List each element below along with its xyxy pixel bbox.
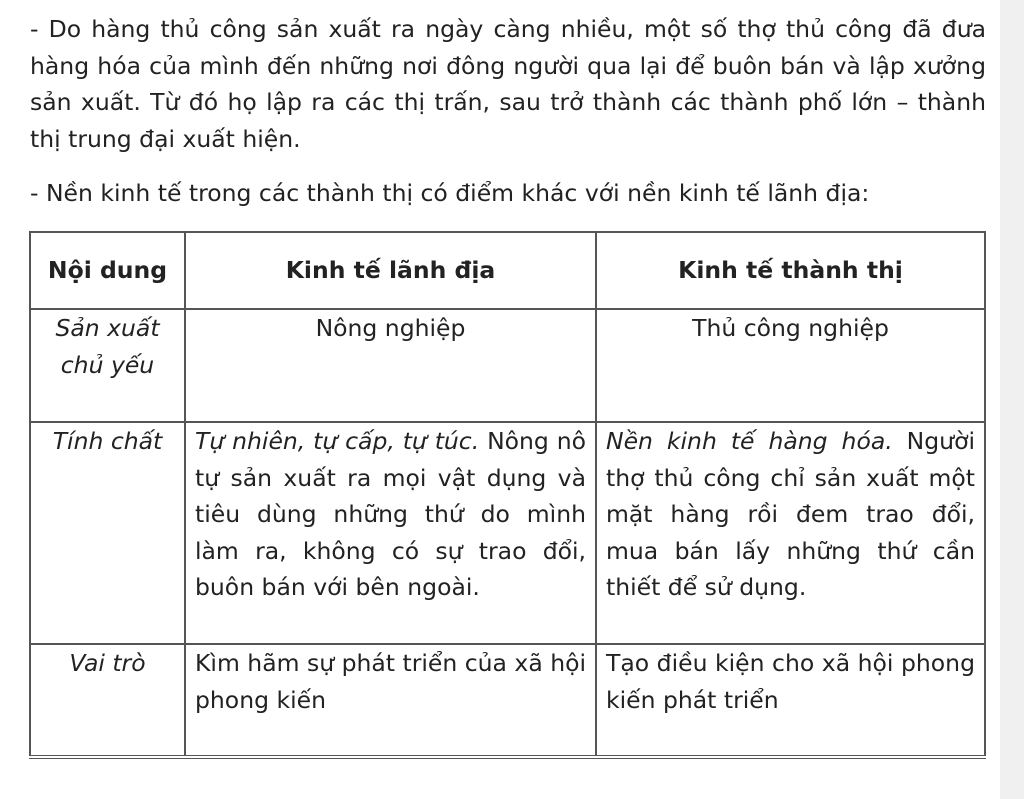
table-row bbox=[30, 309, 985, 422]
cell-lanh-dia-tinh-chat-rest: Nông nô tự sản xuất ra mọi vật dụng và tiêu dùng những thứ do mình làm ra, không có sự trao đổi, buôn bán với bên ngoài. bbox=[195, 427, 586, 601]
cell-thanh-thi-san-xuat: Thủ công nghiệp bbox=[596, 309, 985, 422]
cell-lanh-dia-tinh-chat bbox=[185, 422, 596, 644]
row-label-tinh-chat: Tính chất bbox=[30, 422, 185, 644]
cell-thanh-thi-vai-tro: Tạo điều kiện cho xã hội phong kiến phát triển bbox=[596, 644, 985, 757]
cell-lanh-dia-san-xuat: Nông nghiệp bbox=[185, 309, 596, 422]
table-row bbox=[30, 644, 985, 757]
table-row bbox=[30, 422, 985, 644]
header-kinh-te-lanh-dia: Kinh tế lãnh địa bbox=[185, 232, 596, 309]
row-label-vai-tro: Vai trò bbox=[30, 644, 185, 757]
comparison-table bbox=[29, 231, 986, 759]
paragraph-intro: - Do hàng thủ công sản xuất ra ngày càng nhiều, một số thợ thủ công đã đưa hàng hóa của mình đến những nơi đông người qua lại để buôn bán và lập xưởng sản xuất. Từ đó họ lập ra các thị trấn, sau trở thành các thành phố lớn – thành thị trung đại xuất hiện. bbox=[30, 15, 986, 153]
row-label-san-xuat: Sản xuất chủ yếu bbox=[30, 309, 185, 422]
cell-thanh-thi-tinh-chat-rest: Người thợ thủ công chỉ sản xuất một mặt hàng rồi đem trao đổi, mua bán lấy những thứ cần thiết để sử dụng. bbox=[606, 427, 975, 601]
cell-lanh-dia-vai-tro: Kìm hãm sự phát triển của xã hội phong kiến bbox=[185, 644, 596, 757]
cell-lanh-dia-tinh-chat-lead: Tự nhiên, tự cấp, tự túc. bbox=[195, 427, 480, 455]
header-kinh-te-thanh-thi: Kinh tế thành thị bbox=[596, 232, 985, 309]
paragraph-comparison-intro: - Nền kinh tế trong các thành thị có điểm khác với nền kinh tế lãnh địa: bbox=[30, 179, 870, 207]
table-header-row bbox=[30, 232, 985, 309]
header-noi-dung: Nội dung bbox=[30, 232, 185, 309]
cell-thanh-thi-tinh-chat-lead: Nền kinh tế hàng hóa. bbox=[606, 427, 893, 455]
cell-thanh-thi-tinh-chat bbox=[596, 422, 985, 644]
